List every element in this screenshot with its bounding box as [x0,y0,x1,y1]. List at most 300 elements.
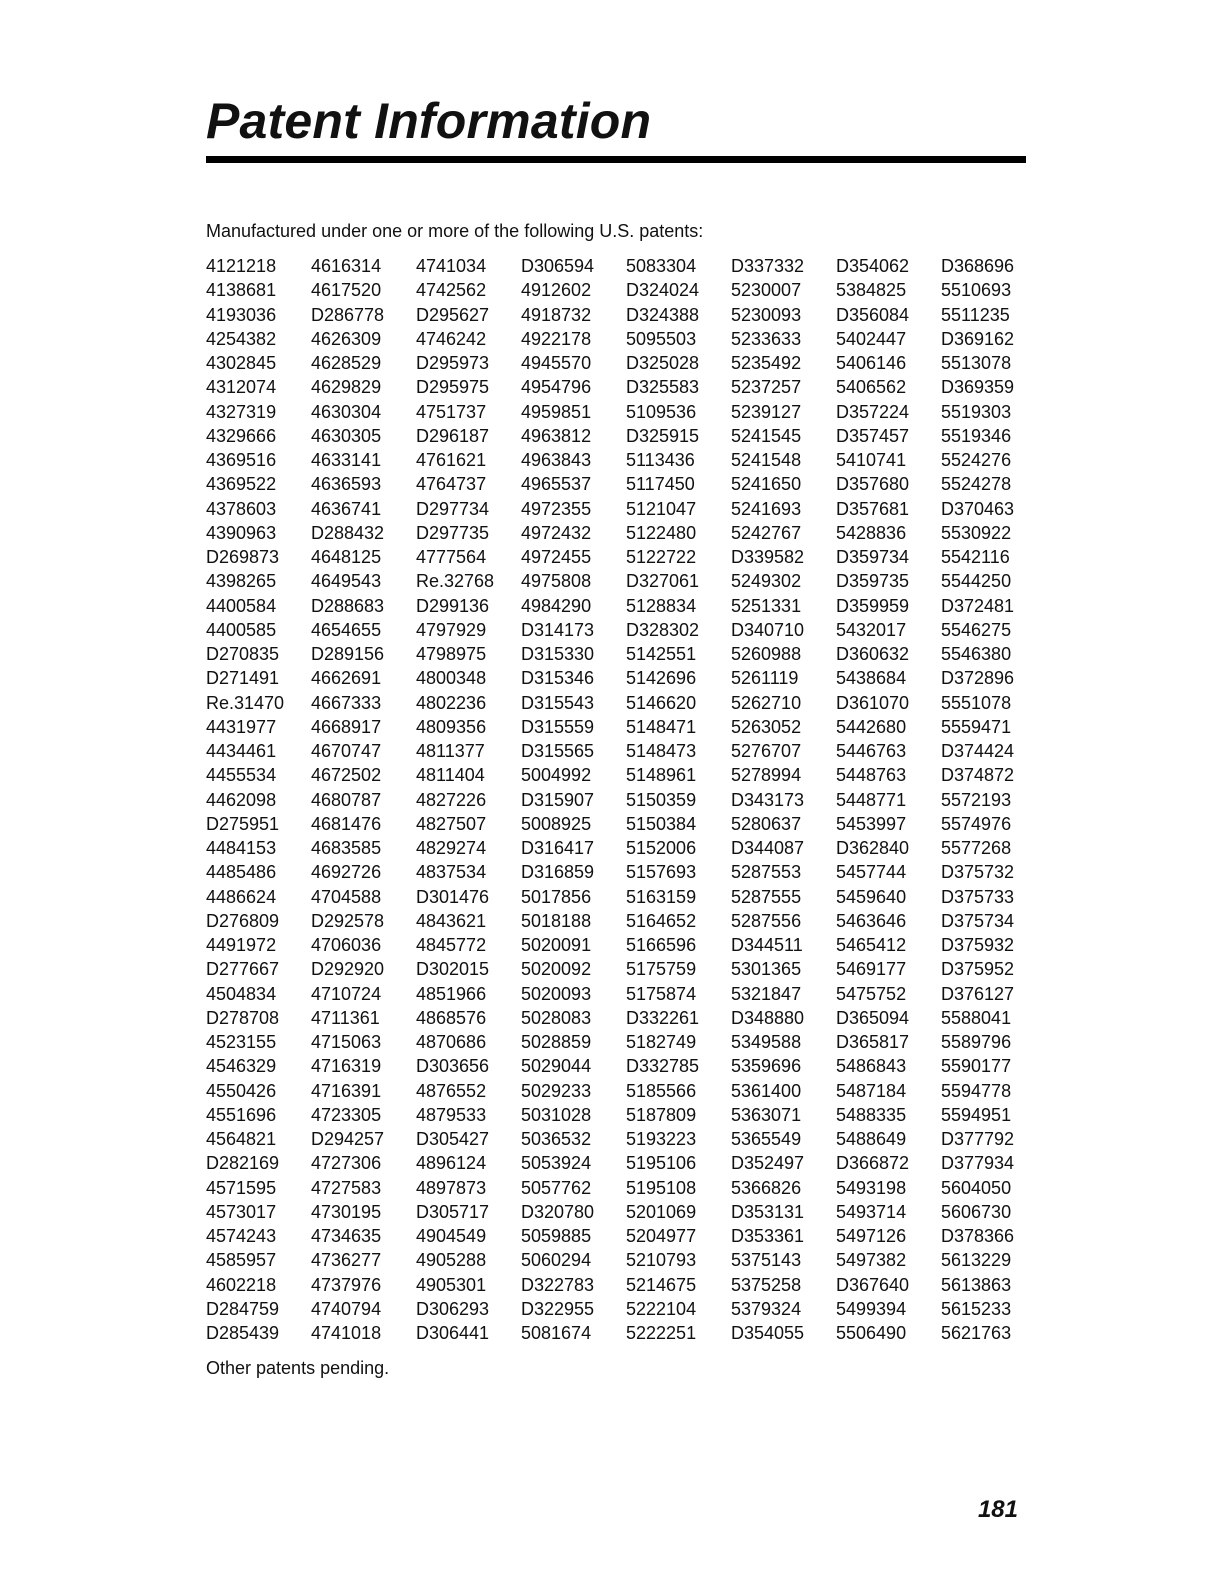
patent-number: 4617520 [311,280,382,301]
patent-number: D315330 [521,644,595,664]
patent-number: 4954796 [521,377,592,398]
patent-number: 5059885 [521,1226,592,1246]
patent-number: 5241693 [731,498,802,519]
patent-number: 4879533 [416,1104,487,1125]
patent-number: D286778 [311,304,385,325]
patent-number: 5113436 [626,450,695,470]
patent-number: 5375143 [731,1250,802,1271]
patent-number: 4302845 [206,353,277,373]
table-row [206,327,1046,351]
patent-number: 4963812 [521,425,592,446]
patent-number: 5142551 [626,644,697,664]
patent-number: 5524278 [941,474,1012,495]
patent-number: 5365549 [731,1129,802,1149]
patent-number: 4378603 [206,498,277,519]
table-row [206,1103,1046,1127]
patent-number: 4922178 [521,328,592,349]
patent-number: 5546380 [941,644,1012,664]
patent-number: 5150384 [626,813,697,834]
patent-number: 5081674 [521,1323,592,1343]
patent-number: 4845772 [416,935,487,955]
patent-number: 5175759 [626,959,697,980]
patent-number: 4715063 [311,1032,382,1052]
table-row [206,957,1046,981]
patent-number: 5349588 [731,1032,802,1052]
patent-number: 5233633 [731,328,802,349]
patent-number: 4904549 [416,1226,487,1246]
patent-number: D354062 [836,256,910,276]
patent-number: D306293 [416,1298,490,1319]
table-row [206,909,1046,933]
patent-number: 5510693 [941,280,1012,301]
patent-number: 4972432 [521,522,592,543]
patent-number: D366872 [836,1153,910,1174]
patent-number: D328302 [626,619,700,640]
patent-number: 5448763 [836,765,907,786]
patent-number: D337332 [731,256,805,276]
patent-number: 4797929 [416,619,487,640]
patent-number: 4798975 [416,644,487,664]
patent-number: 5301365 [731,959,802,980]
patent-number: 5493714 [836,1201,907,1222]
patent-number: 4870686 [416,1032,487,1052]
table-row [206,860,1046,884]
patent-number: 4984290 [521,595,592,616]
patent-number: 5128834 [626,595,697,616]
patent-number: D277667 [206,959,280,980]
patent-number: 5280637 [731,813,802,834]
patent-number: 4193036 [206,304,277,325]
patent-number: 5187809 [626,1104,697,1125]
patent-number: D357680 [836,474,910,495]
patent-number: 4551696 [206,1104,277,1125]
patent-table [206,254,1046,1345]
patent-number: D288683 [311,595,385,616]
patent-number: D375734 [941,910,1015,931]
patent-number: 5204977 [626,1226,697,1246]
patent-number: 4431977 [206,716,277,737]
patent-number: 4897873 [416,1177,487,1198]
patent-number: 4369522 [206,474,277,495]
patent-number: 5375258 [731,1274,802,1295]
patent-number: 5321847 [731,983,802,1004]
patent-number: D372481 [941,595,1015,616]
patent-number: 5201069 [626,1201,697,1222]
patent-number: 4727583 [311,1177,382,1198]
patent-number: 5239127 [731,401,802,422]
patent-number: 5287556 [731,910,802,931]
patent-number: 4972355 [521,498,592,519]
patent-number: 5604050 [941,1177,1012,1198]
patent-number: D305427 [416,1129,490,1149]
patent-number: D297735 [416,522,490,543]
patent-number: 4633141 [311,450,382,470]
patent-number: 5546275 [941,619,1012,640]
patent-number: D285439 [206,1323,280,1343]
patent-number: 5029044 [521,1056,592,1077]
patent-number: 4636593 [311,474,382,495]
patent-number: 5241650 [731,474,802,495]
patent-number: 4746242 [416,328,487,349]
patent-number: 5577268 [941,838,1012,858]
patent-number: 5241545 [731,425,802,446]
patent-number: 5551078 [941,692,1012,713]
patent-number: 4670747 [311,741,382,761]
patent-number: 5530922 [941,522,1012,543]
patent-number: 4485486 [206,862,277,883]
table-row [206,254,1046,278]
patent-number: D327061 [626,571,700,592]
patent-number: D292578 [311,910,385,931]
patent-number: D292920 [311,959,385,980]
patent-number: 5574976 [941,813,1012,834]
patent-number: D324024 [626,280,700,301]
table-row [206,278,1046,302]
patent-number: Re.32768 [416,571,495,592]
patent-number: 5230093 [731,304,802,325]
patent-number: 4710724 [311,983,382,1004]
patent-number: 4550426 [206,1080,277,1101]
patent-number: 4912602 [521,280,592,301]
patent-number: 4400585 [206,619,277,640]
table-row [206,982,1046,1006]
patent-number: 4626309 [311,328,382,349]
patent-number: D303656 [416,1056,490,1077]
page-title: Patent Information [206,93,652,149]
patent-number: D359734 [836,547,910,567]
patent-number: D276809 [206,910,280,931]
patent-number: D353131 [731,1201,805,1222]
patent-number: 5544250 [941,571,1012,592]
patent-number: D325028 [626,353,700,373]
patent-number: 4329666 [206,425,277,446]
table-row [206,788,1046,812]
patent-number: 5150359 [626,789,697,810]
patent-number: D348880 [731,1007,805,1028]
table-row [206,448,1046,472]
patent-number: 5018188 [521,910,592,931]
patent-number: 5589796 [941,1032,1012,1052]
patent-number: 5524276 [941,450,1012,470]
patent-number: D377792 [941,1129,1015,1149]
intro-text: Manufactured under one or more of the following U.S. patents: [206,221,704,241]
table-row [206,691,1046,715]
patent-number: 4777564 [416,547,487,567]
patent-number: D357457 [836,425,910,446]
patent-number: D275951 [206,813,280,834]
patent-number: D365817 [836,1032,910,1052]
table-row [206,303,1046,327]
patent-number: 4736277 [311,1250,382,1271]
patent-number: D314173 [521,619,595,640]
patent-number: 4574243 [206,1226,277,1246]
table-row [206,812,1046,836]
patent-number: D352497 [731,1153,805,1174]
patent-number: 5594778 [941,1080,1012,1101]
patent-number: 5410741 [836,450,907,470]
patent-number: D315543 [521,692,595,713]
patent-number: D269873 [206,547,280,567]
patent-number: 5615233 [941,1298,1012,1319]
patent-number: 4648125 [311,547,382,567]
patent-number: D375732 [941,862,1015,883]
patent-number: D374424 [941,741,1015,761]
patent-number: 4628529 [311,353,382,373]
patent-number: D294257 [311,1129,385,1149]
patent-number: D320780 [521,1201,595,1222]
table-row [206,836,1046,860]
table-row [206,1200,1046,1224]
patent-number: 5185566 [626,1080,697,1101]
patent-number: 4312074 [206,377,277,398]
patent-number: 5459640 [836,886,907,907]
table-row [206,885,1046,909]
patent-number: 5031028 [521,1104,592,1125]
table-row [206,521,1046,545]
patent-number: 5402447 [836,328,907,349]
patent-number: 5542116 [941,547,1010,567]
patent-number: D353361 [731,1226,805,1246]
patent-number: 5020091 [521,935,592,955]
patent-number: 5020092 [521,959,592,980]
patent-number: D315565 [521,741,595,761]
patent-number: 4398265 [206,571,277,592]
table-row [206,1151,1046,1175]
table-row [206,1297,1046,1321]
patent-number: 4523155 [206,1032,277,1052]
patent-number: D372896 [941,668,1015,689]
patent-number: D375932 [941,935,1015,955]
table-row [206,1224,1046,1248]
table-row [206,1079,1046,1103]
patent-number: 5036532 [521,1129,592,1149]
patent-number: D370463 [941,498,1015,519]
patent-number: D282169 [206,1153,280,1174]
patent-number: 5028083 [521,1007,592,1028]
patent-number: 5017856 [521,886,592,907]
patent-number: 4868576 [416,1007,487,1028]
patent-number: 5438684 [836,668,907,689]
patent-number: 5261119 [731,668,799,689]
table-row [206,1030,1046,1054]
patent-number: 5148473 [626,741,697,761]
patent-number: 4829274 [416,838,487,858]
patent-number: 5235492 [731,353,802,373]
table-row [206,545,1046,569]
patent-number: 5519303 [941,401,1012,422]
patent-number: D369359 [941,377,1015,398]
patent-number: 5572193 [941,789,1012,810]
patent-number: 4630305 [311,425,382,446]
patent-number: 5193223 [626,1129,697,1149]
patent-number: D357224 [836,401,910,422]
patent-number: 5222251 [626,1323,697,1343]
table-row [206,594,1046,618]
patent-number: 4965537 [521,474,592,495]
patent-number: Re.31470 [206,692,285,713]
patent-number: 5142696 [626,668,697,689]
patent-number: 4121218 [206,256,277,276]
patent-number: 4741018 [311,1323,382,1343]
patent-number: 5249302 [731,571,802,592]
patent-number: D289156 [311,644,385,664]
patent-number: 5251331 [731,595,802,616]
patent-number: D325915 [626,425,700,446]
patent-number: 5493198 [836,1177,907,1198]
patent-number: 4602218 [206,1274,277,1295]
patent-number: 5163159 [626,886,697,907]
patent-number: 5497126 [836,1226,907,1246]
patent-number: 4734635 [311,1226,382,1246]
patent-number: 5442680 [836,716,907,737]
patent-number: 4730195 [311,1201,382,1222]
patent-number: 5499394 [836,1298,907,1319]
patent-number: 4723305 [311,1104,382,1125]
patent-number: 4972455 [521,547,592,567]
patent-number: D357681 [836,498,910,519]
patent-number: 4742562 [416,280,487,301]
patent-number: D270835 [206,644,280,664]
patent-number: 5457744 [836,862,907,883]
patent-number: 4876552 [416,1080,487,1101]
patent-number: 5366826 [731,1177,802,1198]
patent-number: D375952 [941,959,1015,980]
patent-number: 5109536 [626,401,697,422]
patent-number: 5263052 [731,716,802,737]
patent-number: D306594 [521,256,595,276]
table-row [206,569,1046,593]
patent-number: 5260988 [731,644,802,664]
table-row [206,1054,1046,1078]
patent-number: D315346 [521,668,595,689]
patent-number: 4491972 [206,935,277,955]
patent-number: 4918732 [521,304,592,325]
patent-number: 5117450 [626,474,695,495]
patent-number: 5214675 [626,1274,697,1295]
patent-number: D278708 [206,1007,280,1028]
patent-number: 4905301 [416,1274,487,1295]
patent-number: 5487184 [836,1080,907,1101]
table-row [206,1248,1046,1272]
patent-number: 5152006 [626,838,697,858]
patent-number: 4800348 [416,668,487,689]
pending-note: Other patents pending. [206,1358,390,1378]
patent-table-body [206,254,1046,1345]
patent-number: 4654655 [311,619,382,640]
patent-number: D376127 [941,983,1015,1004]
patent-number: 5519346 [941,425,1012,446]
patent-number: D378366 [941,1226,1015,1246]
patent-number: D359959 [836,595,910,616]
patent-number: 5241548 [731,450,802,470]
patent-number: 5230007 [731,280,802,301]
table-row [206,666,1046,690]
patent-number: D295627 [416,304,490,325]
patent-number: 4851966 [416,983,487,1004]
patent-number: 4704588 [311,886,382,907]
patent-number: 5432017 [836,619,907,640]
patent-number: D362840 [836,838,910,858]
patent-number: 4668917 [311,716,382,737]
patent-number: 4945570 [521,353,592,373]
patent-number: D369162 [941,328,1015,349]
patent-number: 4811377 [416,741,485,761]
patent-number: 5590177 [941,1056,1012,1077]
patent-number: 4692726 [311,862,382,883]
patent-number: D361070 [836,692,910,713]
patent-number: 5359696 [731,1056,802,1077]
patent-number: 5448771 [836,789,907,810]
patent-number: 4737976 [311,1274,382,1295]
patent-number: 4896124 [416,1153,487,1174]
patent-number: D360632 [836,644,910,664]
patent-number: D295975 [416,377,490,398]
patent-number: 5465412 [836,935,907,955]
patent-number: D354055 [731,1323,805,1343]
table-row [206,933,1046,957]
patent-number: 5029233 [521,1080,592,1101]
table-row [206,1006,1046,1030]
patent-number: 4616314 [311,256,382,276]
patent-number: 5594951 [941,1104,1012,1125]
patent-number: 5148961 [626,765,697,786]
patent-number: 5613863 [941,1274,1012,1295]
patent-number: 4636741 [311,498,382,519]
patent-number: 4630304 [311,401,382,422]
patent-number: 4573017 [206,1201,277,1222]
patent-number: 4716319 [311,1056,382,1077]
patent-number: 4434461 [206,741,277,761]
patent-number: 5428836 [836,522,907,543]
patent-number: 5053924 [521,1153,592,1174]
patent-number: 5164652 [626,910,697,931]
patent-number: 5122480 [626,522,697,543]
patent-number: 4327319 [206,401,277,422]
patent-number: D297734 [416,498,490,519]
page-number: 181 [977,1496,1018,1523]
patent-number: 5148471 [626,716,697,737]
table-row [206,763,1046,787]
patent-number: D305717 [416,1201,490,1222]
patent-number: 5621763 [941,1323,1012,1343]
patent-number: 5122722 [626,547,697,567]
patent-number: D299136 [416,595,490,616]
patent-number: 5182749 [626,1032,697,1052]
patent-number: 5511235 [941,304,1010,325]
patent-number: 4649543 [311,571,382,592]
patent-number: D296187 [416,425,490,446]
patent-number: D322783 [521,1274,595,1295]
patent-number: 4138681 [206,280,277,301]
patent-number: 4751737 [416,401,487,422]
patent-number: 5363071 [731,1104,802,1125]
patent-number: D316859 [521,862,595,883]
patent-number: 4802236 [416,692,487,713]
patent-number: 5287553 [731,862,802,883]
patent-number: 4809356 [416,716,487,737]
table-row [206,1127,1046,1151]
patent-number: D316417 [521,838,595,858]
patent-number: D302015 [416,959,490,980]
patent-number: 5028859 [521,1032,592,1052]
patent-number: 5195108 [626,1177,697,1198]
patent-number: D315559 [521,716,595,737]
patent-number: D315907 [521,789,595,810]
patent-number: 4905288 [416,1250,487,1271]
patent-number: 4727306 [311,1153,382,1174]
patent-number: 5497382 [836,1250,907,1271]
patent-number: 4585957 [206,1250,277,1271]
